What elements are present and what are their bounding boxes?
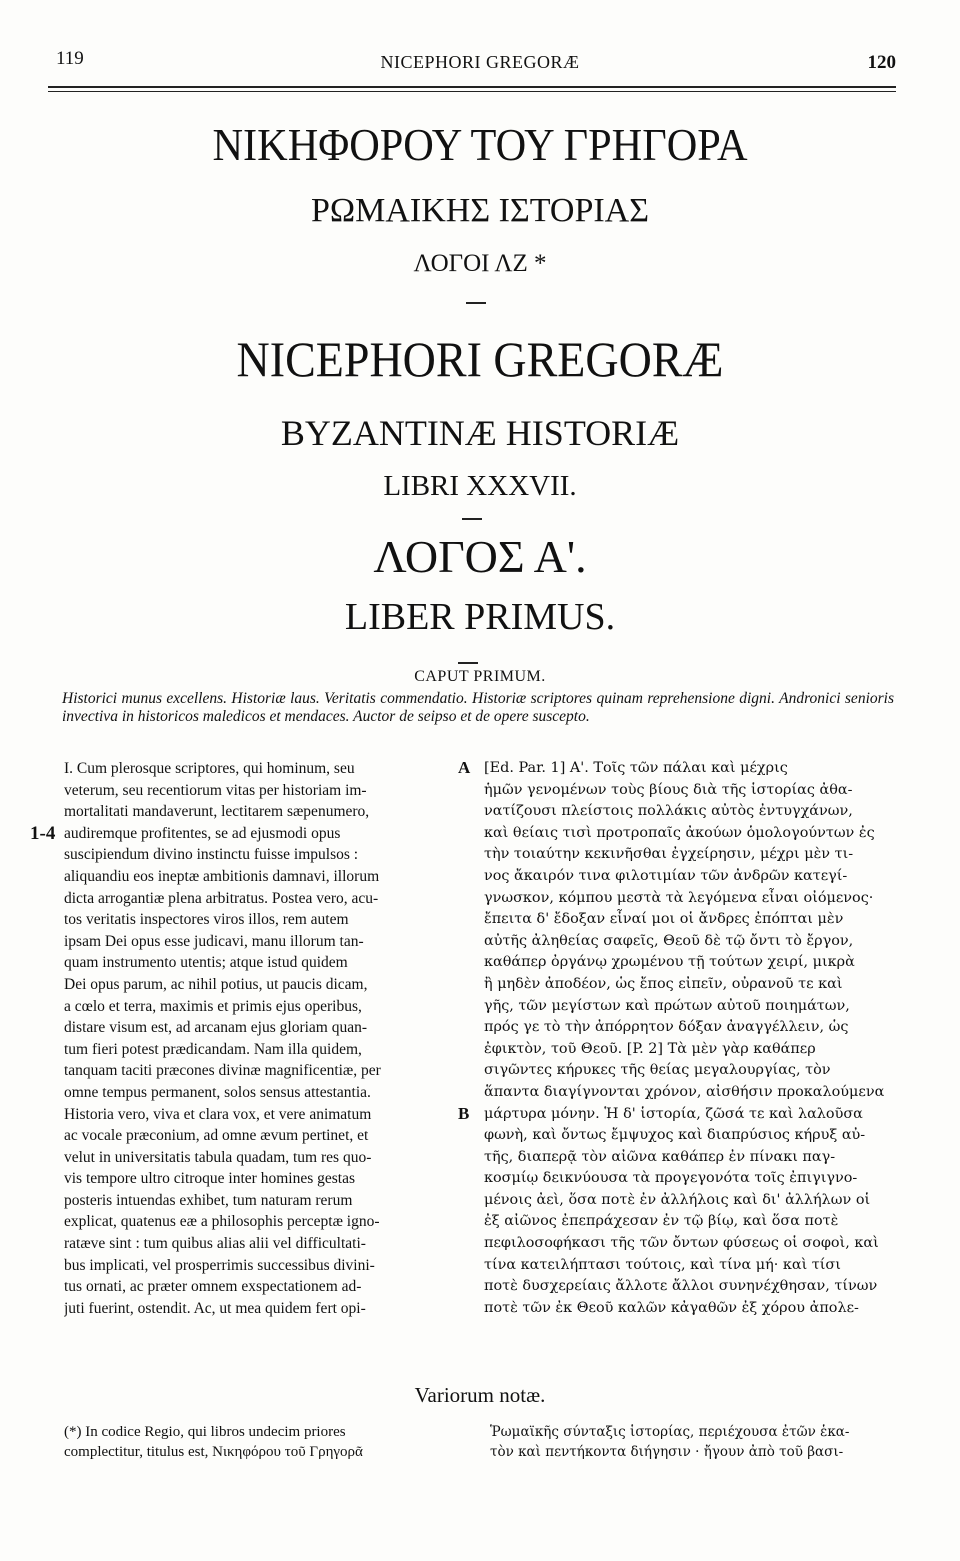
greek-line: τὴν τοιαύτην κεκινῆσθαι ἐγχείρησιν, μέχρι μὲν τι- [484,846,854,863]
latin-line: ac vocale præconium, ad omne ævum pertinet, et [64,1127,369,1145]
footnote-line: τὸν καὶ πεντήκοντα διήγησιν · ἤγουν ἀπὸ τοῦ βασι- [490,1444,844,1460]
title-dash [458,662,478,664]
latin-line: aliquandiu eos ineptæ ambitionis damnavi, illorum [64,867,380,885]
latin-line: juti fuerint, ostendit. Ac, ut mea quidem fert opi- [64,1299,366,1317]
greek-line: μάρτυρα μόνην. Ἡ δ' ἱστορία, ζῶσά τε καὶ λαλοῦσα [484,1105,863,1122]
greek-line: νος ἄκαιρόν τινα φιλοτιμίαν τῶν ἀνδρῶν κατεγί- [484,867,848,884]
greek-line: γῆς, τῶν μεγίστων καὶ πρώτων αὐτοῦ ποιημάτων, [484,997,850,1014]
latin-line: explicat, quatenus eæ a philosophis perceptæ igno- [64,1213,380,1231]
latin-line: I. Cum plerosque scriptores, qui hominum, seu [64,760,355,777]
chapter-title: CAPUT PRIMUM. [414,668,546,685]
greek-line: ἡμῶν γενομένων τοὺς βίους διὰ τῆς ἱστορίας ἀθα- [484,781,853,798]
latin-line: Dei opus parum, ac nihil potius, ut paucis dicam, [64,975,368,993]
greek-line: καθάπερ ὀργάνῳ χρωμένου τῇ τούτων χειρί, μικρὰ [484,954,855,971]
greek-line: γνωσκον, κόμπου μεστὰ τὰ λεγόμενα εἶναι οἰόμενος· [484,889,874,906]
greek-book-one-title: ΛΟΓΟΣ Α'. [373,531,587,582]
latin-line: tum fieri potest prædicandam. Nam illa quidem, [64,1040,362,1058]
latin-books-title: LIBRI XXXVII. [383,470,577,502]
greek-line: ἢ μηδὲν ἀποδέον, ὡς ἔπος εἰπεῖν, οὐρανοῦ τε καὶ [484,975,843,992]
greek-line: ποτὲ δυσχερείαις ἄλλοτε ἄλλοι συνηνέχθησαν, τίνων [484,1278,878,1295]
latin-line: ipsam Dei opus esse judicavi, manu illorum tan- [64,932,364,950]
greek-line: φωνὴ, καὶ ὄντως ἔμψυχος καὶ διαπρύσιος κήρυξ αὐ- [484,1127,866,1144]
title-dash [462,518,482,520]
greek-line: ἐξ αἰῶνος ἐπεπράχεσαν ἐν τῷ βίῳ, καὶ ὅσα ποτὲ [484,1213,839,1230]
margin-marker-a: A [458,758,471,777]
greek-column [484,758,896,1319]
notes-heading: Variorum notæ. [414,1383,546,1407]
greek-author-title: ΝΙΚΗΦΟΡΟΥ ΤΟΥ ΓΡΗΓΟΡΑ [212,119,748,170]
latin-line: bus implicati, vel prosperrimis successibus divini- [64,1256,375,1274]
header-rule-thin [48,91,896,92]
greek-line: πρός γε τὸ τὴν ἀπόρρητον δόξαν ἀναγγέλλειν, ὡς [484,1019,849,1036]
greek-line: ἐφικτὸν, τοῦ Θεοῦ. [P. 2] Τὰ μὲν γὰρ καθάπερ [484,1040,816,1057]
greek-work-title: ΡΩΜΑΙΚΗΣ ΙΣΤΟΡΙΑΣ [310,192,650,229]
title-dash [466,302,486,304]
page-number-left: 119 [56,48,84,69]
margin-marker-b: B [458,1104,470,1123]
latin-line: ratæve sint : tum quibus alias alii vel difficultati- [64,1235,366,1253]
running-title: NICEPHORI GREGORÆ [380,52,580,72]
greek-line: αὐτῆς ἀληθείας σαφεῖς, Θεοῦ δὲ τῷ ὄντι τὸ ἔργον, [484,932,854,949]
footnote-line: (*) In codice Regio, qui libros undecim priores [64,1424,346,1440]
greek-line: ἅπαντα διαγίγνονται χρόνον, αἰσθήσιν προκαλούμενα [484,1083,885,1100]
latin-line: omne tempus permanent, solos sensus attestantia. [64,1083,371,1101]
greek-line: ἔπειτα δ' ἔδοξαν εἶναί μοι οἱ ἄνδρες ἐπόπται μὲν [484,911,844,928]
latin-line: Historia vero, viva et clara vox, et vere animatum [64,1105,372,1123]
greek-line: μένοις ἀεὶ, ὅσα ποτὲ ἐν ἀλλήλοις καὶ δι' ἀλλήλων οἱ [484,1191,871,1208]
latin-line: dicta arrogantiæ plena arbitratus. Postea vero, acu- [64,889,379,907]
footnote-latin [64,1422,464,1462]
latin-line: tos veritatis inspectores viros illos, rem autem [64,911,349,929]
latin-column [64,758,460,1319]
page-number-right: 120 [867,52,896,73]
latin-work-title: BYZANTINÆ HISTORIÆ [280,413,680,453]
greek-line: σιγῶντες κήρυκες τῆς θείας μεγαλουργίας, τὸν [484,1062,831,1079]
footnote-line: complectitur, titulus est, Νικηφόρου τοῦ Γρηγορᾶ [64,1444,363,1460]
greek-line: τίνα κατειλήπτασι τούτοις, καὶ τίνα μή· καὶ τίσι [484,1256,841,1273]
greek-line: πεφιλοσοφήκασι τῆς τῶν ὄντων φύσεως οἱ σοφοὶ, καὶ [484,1235,879,1252]
latin-line: audiremque profitentes, se ad ejusmodi opus [64,824,341,842]
latin-author-title: NICEPHORI GREGORÆ [236,331,724,387]
latin-line: distare visum est, ad arcanam ejus gloriam quan- [64,1019,368,1037]
latin-line: veterum, seu recentiorum vitas per historiam im- [64,781,367,799]
running-header [48,44,912,84]
latin-line: quam instrumento utentis; atque istud quidem [64,954,348,972]
latin-line: a cœlo et terra, maximis et primis ejus operibus, [64,997,362,1015]
latin-line: posteris intuendas exhibet, tum naturam rerum [64,1191,353,1209]
footnote-greek [490,1422,900,1462]
margin-line-reference: 1-4 [30,823,56,844]
greek-line: κοσμίῳ δεικνύουσα τὰ προγεγονότα τοῖς ἐπιγιγνο- [484,1170,858,1187]
greek-line: καὶ θείαις τισὶ προτροπαῖς ἀκούων ὁμολογούντων ἐς [484,824,875,841]
header-rule [48,86,896,88]
greek-books-title: ΛΟΓΟΙ ΛΖ * [413,250,547,277]
greek-line: τῆς, διαπερᾷ τὸν αἰῶνα καθάπερ ἐν πίνακι παγ- [484,1148,836,1165]
latin-line: suscipiendum divino instinctu fuisse impulsos : [64,846,359,864]
latin-line: mortalitati mandaverunt, lectitarem sæpenumero, [64,803,370,821]
chapter-summary: Historici munus excellens. Historiæ laus. Veritatis commendatio. Historiæ scriptores quinam reprehensione digni. Andronici senioris invectiva in historicos maledicos et mendaces. Auctor de seipso et de opere suscepto. [62,690,894,725]
greek-line: ποτὲ τῶν ἐκ Θεοῦ καλῶν κἀγαθῶν ἐξ χόρου ἀπολε- [484,1299,859,1316]
latin-line: vis tempore ultro citroque inter homines gestas [64,1170,355,1188]
latin-book-one-title: LIBER PRIMUS. [344,596,616,638]
latin-line: tanquam taciti præcones divinæ magnificentiæ, per [64,1062,381,1080]
greek-line: νατίζουσι πλείστοις πολλάκις αὐτὸς ἐντυγχάνων, [484,803,853,820]
latin-line: velut in universitatis tabula quadam, tum res quo- [64,1148,372,1166]
greek-line: [Ed. Par. 1] Α'. Τοῖς τῶν πάλαι καὶ μέχρις [484,760,788,776]
footnote-line: Ῥωμαϊκῆς σύνταξις ἱστορίας, περιέχουσα ἐτῶν ἑκα- [490,1424,850,1440]
latin-line: tus ornati, ac præter omnem exspectationem ad- [64,1278,362,1296]
